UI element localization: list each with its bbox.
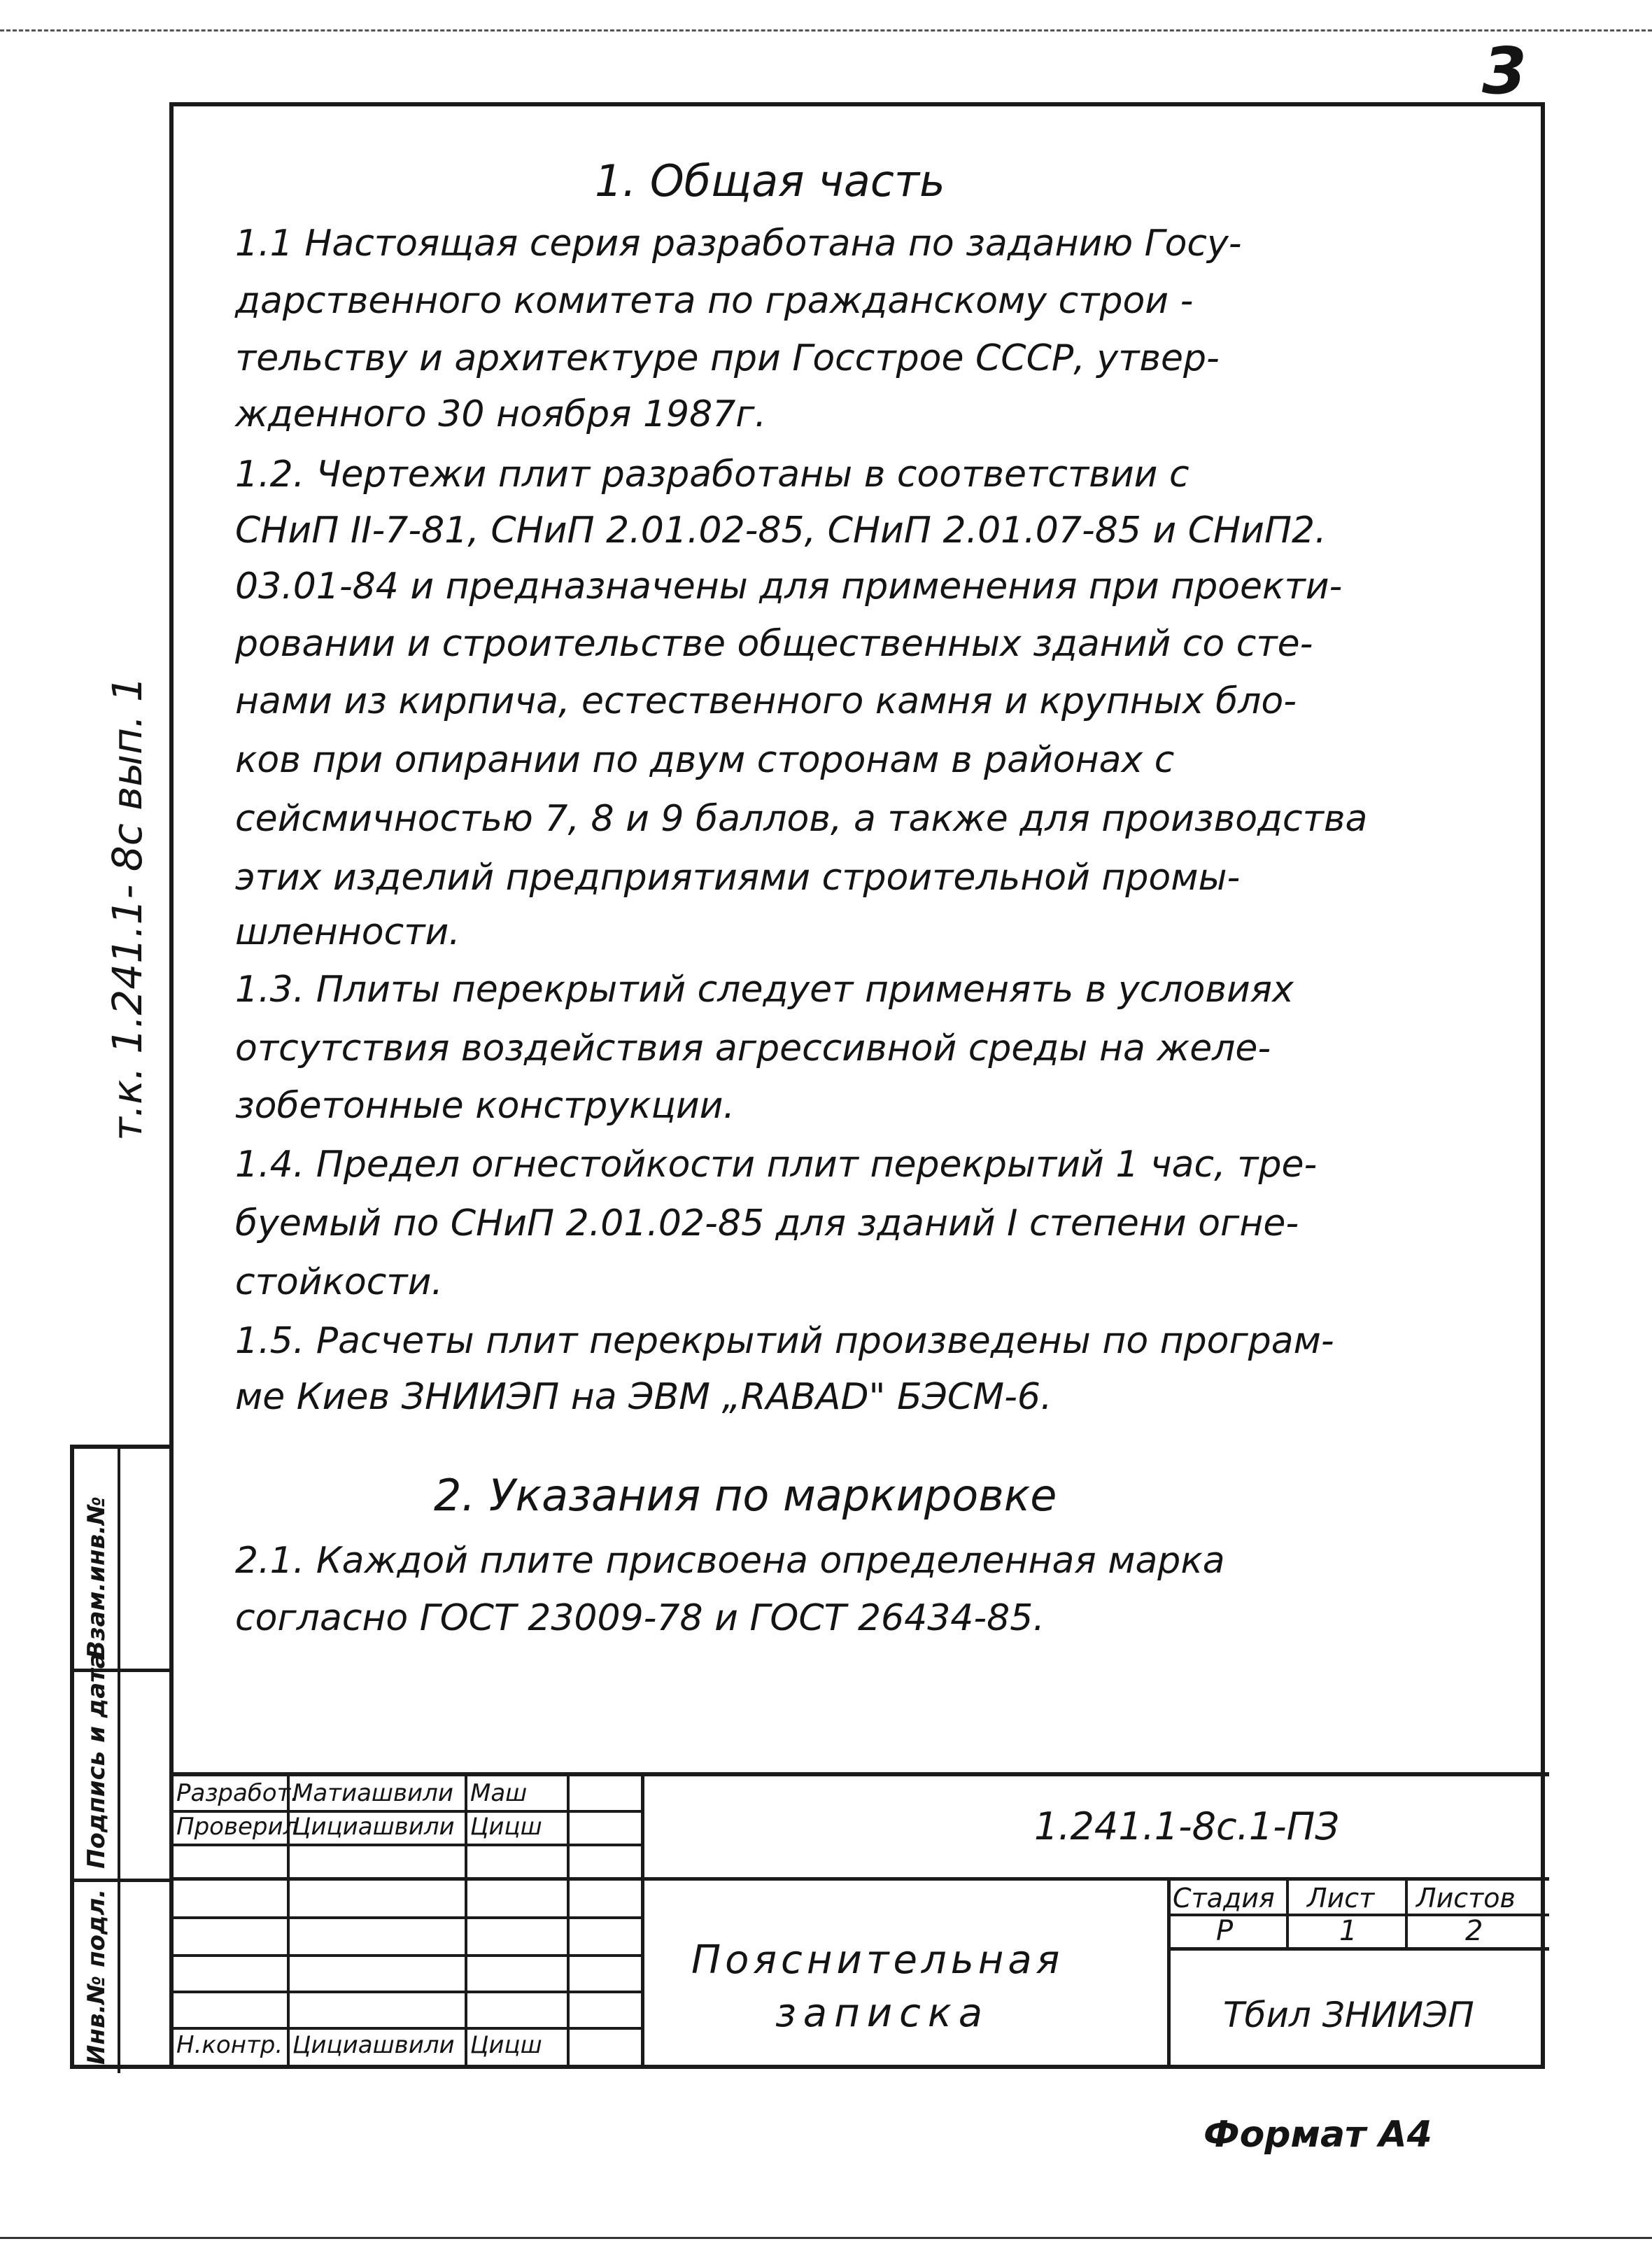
paper-format-label: Формат А4 bbox=[1203, 2114, 1432, 2156]
section-1-line: 1.2. Чертежи плит разработаны в соответствии с bbox=[235, 454, 1189, 496]
section-1-line: шленности. bbox=[235, 911, 460, 953]
section-1-line: ровании и строительстве общественных зданий со сте- bbox=[235, 623, 1313, 665]
title-block bbox=[169, 1776, 1545, 2069]
section-1-line: стойкости. bbox=[235, 1261, 443, 1303]
tb-sign-developer: Маш bbox=[470, 1779, 528, 1807]
document-title-line-2: записка bbox=[775, 1991, 990, 2036]
tb-role-developer: Разработ. bbox=[176, 1779, 299, 1807]
tb-row-line bbox=[174, 1877, 1549, 1881]
tb-sign-checker: Цицш bbox=[470, 1813, 542, 1841]
section-1-line: сейсмичностью 7, 8 и 9 баллов, а также для производства bbox=[235, 798, 1368, 840]
side-document-code: т.к. 1.241.1- 8с вып. 1 bbox=[104, 676, 151, 1141]
section-1-line: ков при опирании по двум сторонам в районах с bbox=[235, 739, 1175, 781]
tb-col-line bbox=[1167, 1877, 1171, 2065]
section-1-line: этих изделий предприятиями строительной промы- bbox=[235, 857, 1241, 899]
organization-name: Тбил ЗНИИЭП bbox=[1223, 1995, 1474, 2035]
tb-col-line bbox=[641, 1776, 644, 2065]
margin-label-sign-date: Подпись и дата bbox=[83, 1652, 111, 1869]
tb-row-line bbox=[174, 1954, 641, 1957]
bottom-cut-line bbox=[0, 2237, 1652, 2239]
left-margin-stamp bbox=[70, 1445, 169, 2069]
tb-name-checker: Цициашвили bbox=[292, 1813, 455, 1841]
page-number: 3 bbox=[1481, 34, 1527, 108]
section-1-line: зобетонные конструкции. bbox=[235, 1085, 735, 1127]
section-1-line: дарственного комитета по гражданскому строи - bbox=[235, 280, 1194, 322]
sheets-label: Листов bbox=[1416, 1883, 1516, 1914]
section-2-heading: 2. Указания по маркировке bbox=[434, 1470, 1057, 1521]
section-1-line: буемый по СНиП 2.01.02-85 для зданий I степени огне- bbox=[235, 1202, 1299, 1244]
tb-name-developer: Матиашвили bbox=[292, 1779, 453, 1807]
tb-name-norm-control: Цициашвили bbox=[292, 2031, 455, 2059]
margin-label-inv: Инв.№ подл. bbox=[83, 1888, 111, 2065]
section-1-heading: 1. Общая часть bbox=[595, 155, 945, 206]
section-1-line: тельству и архитектуре при Госстрое СССР, утвер- bbox=[235, 337, 1220, 379]
sheet-label: Лист bbox=[1307, 1883, 1375, 1914]
stage-label: Стадия bbox=[1173, 1883, 1275, 1914]
section-1-line: 1.3. Плиты перекрытий следует применять в условиях bbox=[235, 969, 1294, 1011]
section-1-line: 1.5. Расчеты плит перекрытий произведены по програм- bbox=[235, 1320, 1334, 1362]
sheets-value: 2 bbox=[1465, 1915, 1483, 1947]
tb-row-line bbox=[174, 1916, 641, 1919]
tb-row-line bbox=[174, 1991, 641, 1993]
section-1-line: жденного 30 ноября 1987г. bbox=[235, 393, 767, 435]
margin-divider bbox=[74, 1879, 174, 1882]
document-title-line-1: Пояснительная bbox=[691, 1937, 1064, 1983]
section-1-line: 1.4. Предел огнестойкости плит перекрытий 1 час, тре- bbox=[235, 1144, 1318, 1186]
title-block-top-edge bbox=[174, 1772, 1549, 1776]
section-1-line: 1.1 Настоящая серия разработана по заданию Госу- bbox=[235, 223, 1242, 265]
tb-sign-norm-control: Цицш bbox=[470, 2031, 542, 2059]
section-2-line: согласно ГОСТ 23009-78 и ГОСТ 26434-85. bbox=[235, 1597, 1045, 1639]
margin-label-vzam: Взам.инв.№ bbox=[83, 1496, 111, 1659]
section-2-line: 2.1. Каждой плите присвоена определенная марка bbox=[235, 1540, 1225, 1582]
tb-col-line bbox=[465, 1776, 467, 2065]
section-1-line: СНиП II-7-81, СНиП 2.01.02-85, СНиП 2.01.07-85 и СНиП2. bbox=[235, 510, 1327, 552]
sheet-value: 1 bbox=[1339, 1915, 1357, 1947]
section-1-line: нами из кирпича, естественного камня и крупных бло- bbox=[235, 680, 1297, 722]
top-cut-line bbox=[0, 29, 1652, 31]
tb-row-line bbox=[174, 2027, 641, 2030]
stage-value: Р bbox=[1216, 1915, 1234, 1947]
tb-role-norm-control: Н.контр. bbox=[176, 2031, 283, 2059]
section-1-line: отсутствия воздействия агрессивной среды на желе- bbox=[235, 1027, 1271, 1069]
tb-row-line bbox=[1167, 1947, 1549, 1951]
margin-column-divider bbox=[118, 1449, 120, 2073]
section-1-line: ме Киев ЗНИИЭП на ЭВМ „RABAD" БЭСМ-6. bbox=[235, 1376, 1052, 1418]
tb-row-line bbox=[174, 1844, 641, 1846]
document-code: 1.241.1-8с.1-ПЗ bbox=[1034, 1804, 1339, 1848]
tb-col-line bbox=[567, 1776, 570, 2065]
section-1-line: 03.01-84 и предназначены для применения при проекти- bbox=[235, 566, 1343, 608]
tb-role-checker: Проверил bbox=[176, 1813, 299, 1841]
